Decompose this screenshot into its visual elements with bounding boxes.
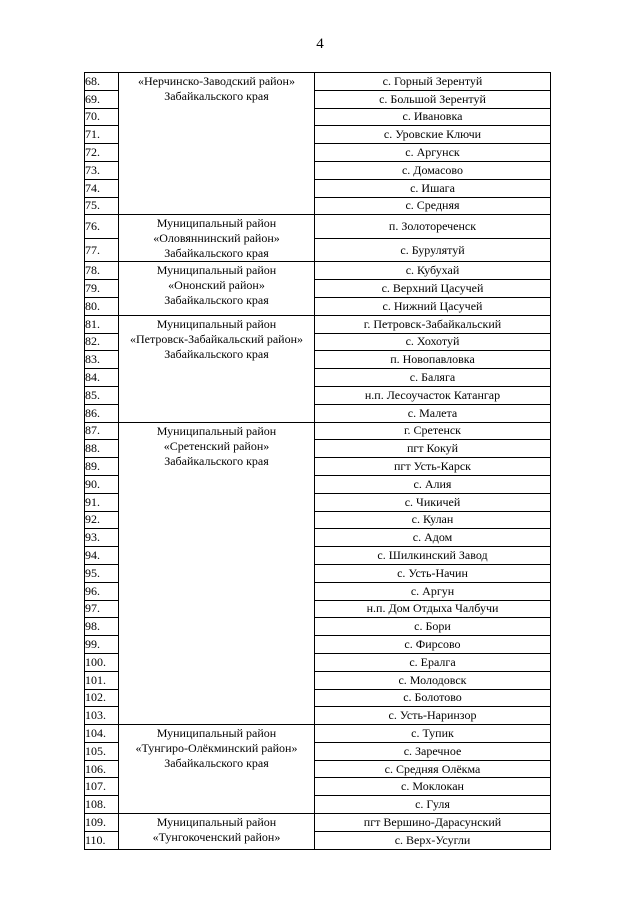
locality-name: с. Шилкинский Завод <box>315 547 551 565</box>
district-line: Забайкальского края <box>164 453 269 468</box>
locality-name: г. Петровск-Забайкальский <box>315 315 551 333</box>
district-name <box>119 215 315 262</box>
district-name <box>119 814 315 850</box>
row-number: 83. <box>85 351 119 369</box>
locality-name: с. Баляга <box>315 369 551 387</box>
district-line: «Петровск-Забайкальский район» <box>129 331 304 346</box>
row-number: 93. <box>85 529 119 547</box>
locality-name: с. Заречное <box>315 742 551 760</box>
row-number: 73. <box>85 161 119 179</box>
row-number: 94. <box>85 547 119 565</box>
district-line: Забайкальского края <box>164 89 269 103</box>
row-number: 102. <box>85 689 119 707</box>
row-number: 96. <box>85 582 119 600</box>
district-line: Забайкальского края <box>164 346 269 361</box>
locality-name: с. Алия <box>315 475 551 493</box>
district-line: «Нерчинско-Заводский район» <box>138 74 295 88</box>
locality-name: с. Средняя Олёкма <box>315 760 551 778</box>
locality-name: с. Хохотуй <box>315 333 551 351</box>
locality-name: с. Аргунск <box>315 144 551 162</box>
locality-name: с. Кулан <box>315 511 551 529</box>
locality-name: с. Ишага <box>315 179 551 197</box>
row-number: 97. <box>85 600 119 618</box>
table-body <box>85 73 551 850</box>
locality-name: с. Фирсово <box>315 636 551 654</box>
row-number: 106. <box>85 760 119 778</box>
row-number: 75. <box>85 197 119 215</box>
district-line: Забайкальского края <box>164 756 269 771</box>
locality-name: г. Сретенск <box>315 422 551 440</box>
district-line: Забайкальского края <box>164 293 269 308</box>
district-name <box>119 73 315 215</box>
locality-name: с. Адом <box>315 529 551 547</box>
row-number: 104. <box>85 725 119 743</box>
row-number: 68. <box>85 73 119 91</box>
row-number: 99. <box>85 636 119 654</box>
row-number: 108. <box>85 796 119 814</box>
row-number: 100. <box>85 653 119 671</box>
row-number: 105. <box>85 742 119 760</box>
locality-name: с. Ералга <box>315 653 551 671</box>
settlements-table <box>84 72 551 850</box>
district-line: Муниципальный район <box>156 216 277 231</box>
table-row <box>85 814 551 832</box>
row-number: 77. <box>85 238 119 262</box>
locality-name: с. Болотово <box>315 689 551 707</box>
locality-name: с. Тупик <box>315 725 551 743</box>
row-number: 70. <box>85 108 119 126</box>
row-number: 80. <box>85 297 119 315</box>
row-number: 82. <box>85 333 119 351</box>
row-number: 89. <box>85 458 119 476</box>
locality-name: с. Верхний Цасучей <box>315 280 551 298</box>
table-row <box>85 215 551 239</box>
district-line: «Тунгокоченский район» <box>152 830 281 845</box>
district-name <box>119 315 315 422</box>
locality-name: п. Золотореченск <box>315 215 551 239</box>
locality-name: н.п. Дом Отдыха Чалбучи <box>315 600 551 618</box>
row-number: 85. <box>85 386 119 404</box>
locality-name: с. Домасово <box>315 161 551 179</box>
locality-name: пгт Вершино-Дарасунский <box>315 814 551 832</box>
locality-name: с. Средняя <box>315 197 551 215</box>
district-line: Муниципальный район <box>156 815 277 830</box>
table-row <box>85 315 551 333</box>
locality-name: пгт Усть-Карск <box>315 458 551 476</box>
row-number: 101. <box>85 671 119 689</box>
locality-name: с. Нижний Цасучей <box>315 297 551 315</box>
table-row <box>85 262 551 280</box>
row-number: 71. <box>85 126 119 144</box>
district-line: «Ононский район» <box>168 278 265 293</box>
locality-name: с. Верх-Усугли <box>315 831 551 849</box>
locality-name: с. Ивановка <box>315 108 551 126</box>
locality-name: с. Моклокан <box>315 778 551 796</box>
locality-name: с. Бурулятуй <box>315 238 551 262</box>
row-number: 110. <box>85 831 119 849</box>
locality-name: с. Малета <box>315 404 551 422</box>
row-number: 79. <box>85 280 119 298</box>
row-number: 86. <box>85 404 119 422</box>
row-number: 76. <box>85 215 119 239</box>
locality-name: п. Новопавловка <box>315 351 551 369</box>
row-number: 78. <box>85 262 119 280</box>
district-line: Муниципальный район <box>156 263 277 278</box>
row-number: 95. <box>85 564 119 582</box>
table-row <box>85 422 551 440</box>
district-name <box>119 725 315 814</box>
locality-name: с. Бори <box>315 618 551 636</box>
table-row <box>85 73 551 91</box>
row-number: 98. <box>85 618 119 636</box>
district-line: «Тунгиро-Олёкминский район» <box>135 741 298 756</box>
locality-name: пгт Кокуй <box>315 440 551 458</box>
district-line: Муниципальный район <box>156 726 277 741</box>
row-number: 109. <box>85 814 119 832</box>
locality-name: с. Усть-Начин <box>315 564 551 582</box>
page-number: 4 <box>316 36 324 52</box>
locality-name: с. Кубухай <box>315 262 551 280</box>
row-number: 69. <box>85 90 119 108</box>
row-number: 84. <box>85 369 119 387</box>
table-row <box>85 725 551 743</box>
locality-name: н.п. Лесоучасток Катангар <box>315 386 551 404</box>
locality-name: с. Гуля <box>315 796 551 814</box>
row-number: 107. <box>85 778 119 796</box>
district-line: Муниципальный район <box>156 423 277 438</box>
row-number: 81. <box>85 315 119 333</box>
row-number: 90. <box>85 475 119 493</box>
district-name <box>119 422 315 725</box>
district-line: Забайкальского края <box>164 246 269 261</box>
row-number: 103. <box>85 707 119 725</box>
district-line: Муниципальный район <box>156 316 277 331</box>
locality-name: с. Чикичей <box>315 493 551 511</box>
district-line: «Оловяннинский район» <box>153 231 280 246</box>
row-number: 88. <box>85 440 119 458</box>
row-number: 72. <box>85 144 119 162</box>
locality-name: с. Молодовск <box>315 671 551 689</box>
locality-name: с. Аргун <box>315 582 551 600</box>
locality-name: с. Усть-Наринзор <box>315 707 551 725</box>
row-number: 91. <box>85 493 119 511</box>
district-name <box>119 262 315 315</box>
locality-name: с. Уровские Ключи <box>315 126 551 144</box>
district-line: «Сретенский район» <box>163 438 270 453</box>
row-number: 74. <box>85 179 119 197</box>
row-number: 87. <box>85 422 119 440</box>
locality-name: с. Горный Зерентуй <box>315 73 551 91</box>
locality-name: с. Большой Зерентуй <box>315 90 551 108</box>
row-number: 92. <box>85 511 119 529</box>
